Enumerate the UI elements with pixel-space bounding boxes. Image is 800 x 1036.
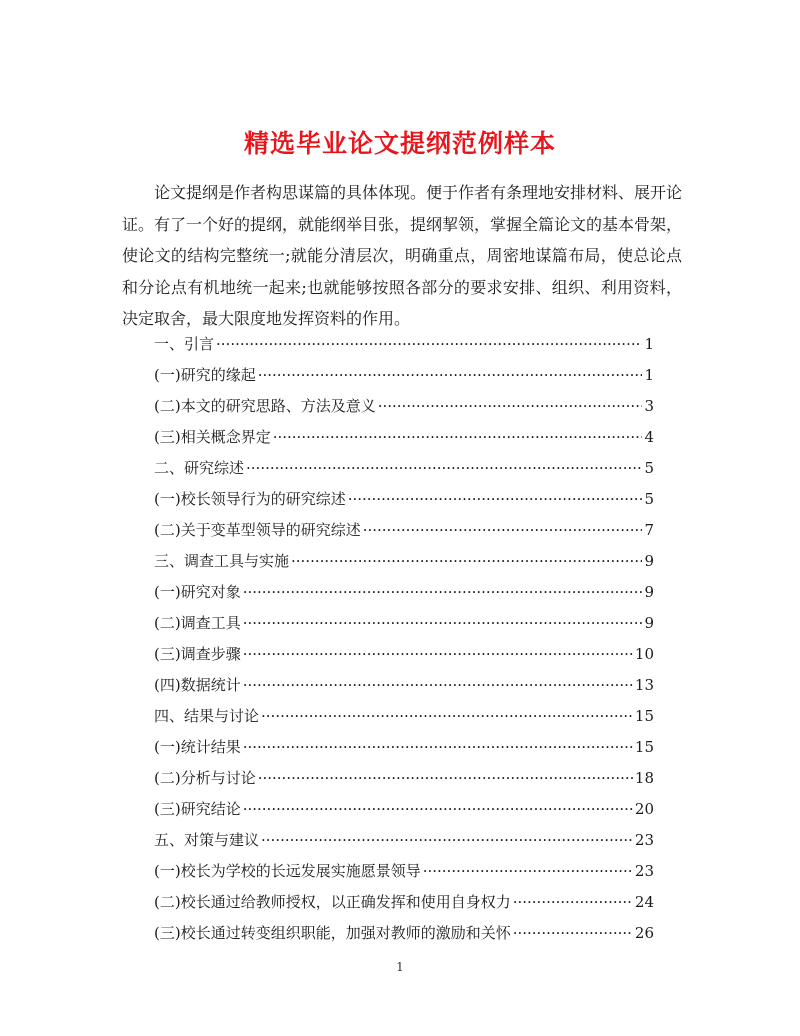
toc-entry [154, 515, 654, 546]
toc-entry-page: 5 [644, 459, 654, 477]
toc-dot-leader [243, 670, 633, 701]
toc-entry [154, 422, 654, 453]
toc-entry [154, 608, 654, 639]
toc-entry-page: 10 [634, 645, 654, 663]
toc-entry [154, 391, 654, 422]
toc-entry [154, 546, 654, 577]
toc-entry-page: 15 [634, 738, 654, 756]
toc-entry-title: (一)校长领导行为的研究综述 [154, 490, 346, 508]
toc-entry-title: (二)调查工具 [154, 614, 241, 632]
toc-entry [154, 732, 654, 763]
toc-entry-title: 五、对策与建议 [154, 831, 260, 849]
toc-dot-leader [291, 546, 642, 577]
toc-dot-leader [243, 639, 633, 670]
toc-entry-page: 4 [644, 428, 654, 446]
toc-entry-title: 一、引言 [154, 335, 215, 353]
toc-entry-page: 9 [644, 583, 654, 601]
toc-dot-leader [243, 577, 643, 608]
toc-entry [154, 329, 654, 360]
toc-entry [154, 856, 654, 887]
toc-entry-title: (四)数据统计 [154, 676, 241, 694]
toc-entry-title: (一)校长为学校的长远发展实施愿景领导 [154, 862, 421, 880]
toc-entry [154, 484, 654, 515]
toc-dot-leader [273, 422, 643, 453]
table-of-contents [154, 329, 654, 949]
toc-entry-title: (三)研究结论 [154, 800, 241, 818]
toc-entry [154, 701, 654, 732]
toc-entry-title: (三)调查步骤 [154, 645, 241, 663]
toc-entry-title: 四、结果与讨论 [154, 707, 260, 725]
toc-dot-leader [378, 391, 643, 422]
toc-dot-leader [423, 856, 633, 887]
toc-entry [154, 360, 654, 391]
toc-entry-title: (一)统计结果 [154, 738, 241, 756]
toc-dot-leader [261, 701, 633, 732]
toc-entry-title: 三、调查工具与实施 [154, 552, 290, 570]
toc-entry-title: (二)分析与讨论 [154, 769, 256, 787]
toc-dot-leader [246, 453, 642, 484]
toc-entry-page: 13 [634, 676, 654, 694]
toc-dot-leader [363, 515, 643, 546]
toc-entry-title: (三)校长通过转变组织职能，加强对教师的激励和关怀 [154, 924, 511, 942]
toc-entry-page: 24 [634, 893, 654, 911]
toc-dot-leader [258, 763, 633, 794]
toc-entry [154, 918, 654, 949]
toc-entry-title: (一)研究对象 [154, 583, 241, 601]
toc-entry-page: 3 [644, 397, 654, 415]
toc-entry [154, 887, 654, 918]
toc-entry-title: (二)校长通过给教师授权，以正确发挥和使用自身权力 [154, 893, 511, 911]
toc-entry [154, 794, 654, 825]
toc-entry-page: 7 [644, 521, 654, 539]
toc-dot-leader [513, 918, 633, 949]
toc-entry [154, 639, 654, 670]
toc-entry-page: 5 [644, 490, 654, 508]
intro-paragraph: 论文提纲是作者构思谋篇的具体体现。便于作者有条理地安排材料、展开论证。有了一个好的提纲，就能纲举目张，提纲挈领，掌握全篇论文的基本骨架，使论文的结构完整统一;就能分清层次，明确重点，周密地谋篇布局，使总论点和分论点有机地统一起来;也就能够按照各部分的要求安排、组织、利用资料，决定取舍，最大限度地发挥资料的作用。 [122, 183, 683, 328]
toc-dot-leader [348, 484, 643, 515]
toc-entry-page: 26 [634, 924, 654, 942]
toc-entry [154, 763, 654, 794]
toc-dot-leader [243, 794, 633, 825]
toc-dot-leader [243, 732, 633, 763]
toc-entry-page: 9 [644, 552, 654, 570]
toc-dot-leader [243, 608, 643, 639]
toc-entry-page: 1 [644, 335, 654, 353]
toc-entry-page: 23 [634, 862, 654, 880]
toc-dot-leader [513, 887, 633, 918]
toc-entry-page: 23 [634, 831, 654, 849]
toc-entry-page: 20 [634, 800, 654, 818]
toc-entry [154, 577, 654, 608]
toc-entry-title: (二)关于变革型领导的研究综述 [154, 521, 361, 539]
toc-entry-page: 1 [644, 366, 654, 384]
document-title: 精选毕业论文提纲范例样本 [243, 128, 556, 158]
toc-entry [154, 670, 654, 701]
toc-entry [154, 453, 654, 484]
page-number: 1 [396, 960, 404, 974]
toc-entry [154, 825, 654, 856]
toc-entry-page: 15 [634, 707, 654, 725]
toc-entry-title: (三)相关概念界定 [154, 428, 271, 446]
toc-dot-leader [258, 360, 643, 391]
toc-entry-title: 二、研究综述 [154, 459, 245, 477]
toc-entry-title: (一)研究的缘起 [154, 366, 256, 384]
toc-dot-leader [216, 329, 642, 360]
toc-entry-page: 18 [634, 769, 654, 787]
toc-entry-title: (二)本文的研究思路、方法及意义 [154, 397, 376, 415]
toc-dot-leader [261, 825, 633, 856]
toc-entry-page: 9 [644, 614, 654, 632]
